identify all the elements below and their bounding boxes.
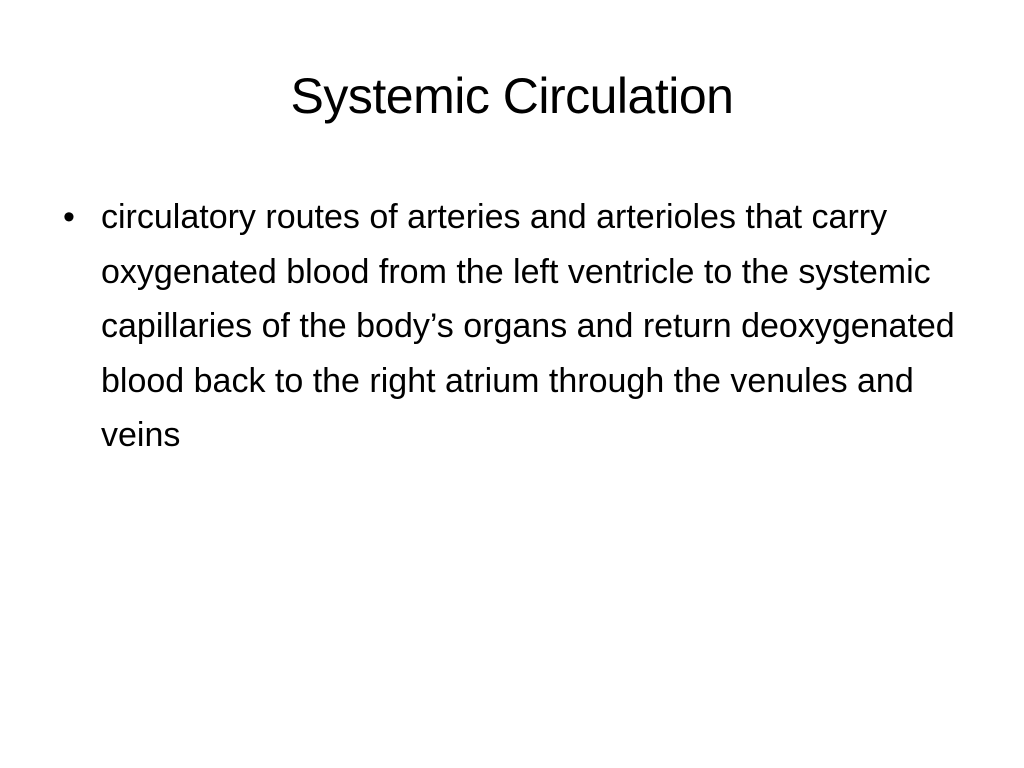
- bullet-marker: •: [63, 198, 75, 236]
- slide-title: Systemic Circulation: [290, 68, 734, 124]
- bullet-list: [60, 190, 960, 463]
- bullet-text: circulatory routes of arteries and arterioles that carry oxygenated blood from the left ventricle to the systemic capillaries of the body’s organs and return deoxygenated blood back to the right atrium through the venules and veins: [101, 198, 955, 454]
- bullet-item: [60, 190, 960, 463]
